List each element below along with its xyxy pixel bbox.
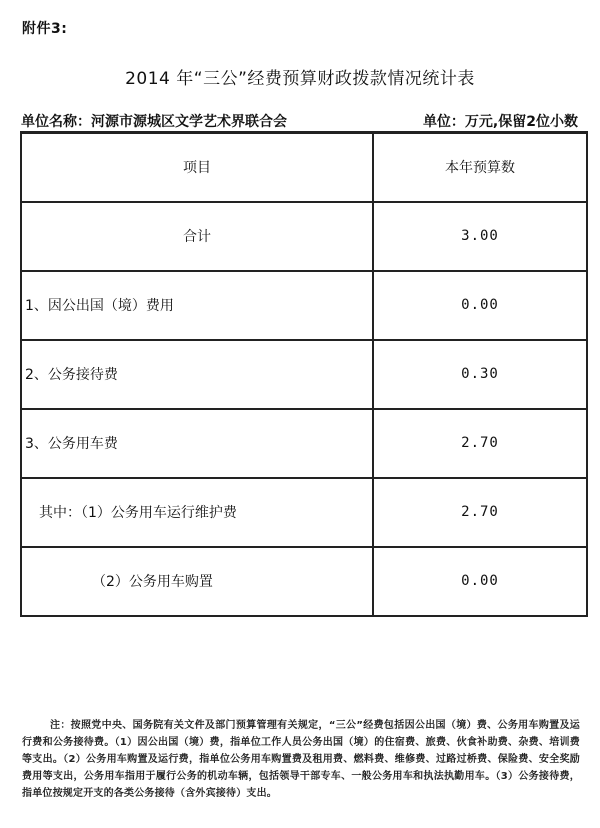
document-title: 2014 年“三公”经费预算财政拨款情况统计表 bbox=[125, 69, 475, 89]
row-value: 3.00 bbox=[373, 202, 587, 271]
header-item: 项目 bbox=[21, 133, 373, 202]
row-value: 0.00 bbox=[373, 547, 587, 616]
table-row bbox=[21, 202, 587, 271]
row-item: 1、因公出国（境）费用 bbox=[21, 271, 373, 340]
table-row bbox=[21, 478, 587, 547]
row-item: 2、公务接待费 bbox=[21, 340, 373, 409]
table-row bbox=[21, 547, 587, 616]
footnote: 注：按照党中央、国务院有关文件及部门预算管理有关规定，“三公”经费包括因公出国（境）费、公务用车购置及运行费和公务接待费。（1）因公出国（境）费，指单位工作人员公务出国（境）的住宿费、旅费、伙食补助费、杂费、培训费等支出。（2）公务用车购置及运行费，指单位公务用车购置费及租用费、燃料费、维修费、过路过桥费、保险费、安全奖励费用等支出，公务用车指用于履行公务的机动车辆，包括领导干部专车、一般公务用车和执法执勤用车。（3）公务接待费，指单位按规定开支的各类公务接待（含外宾接待）支出。 bbox=[22, 720, 580, 799]
budget-table bbox=[20, 131, 588, 617]
row-item: （2）公务用车购置 bbox=[21, 547, 373, 616]
row-item: 合计 bbox=[21, 202, 373, 271]
table-header-row bbox=[21, 133, 587, 202]
attachment-label: 附件3: bbox=[22, 21, 68, 37]
unit-name: 单位名称：河源市源城区文学艺术界联合会 bbox=[21, 114, 287, 130]
row-value: 0.30 bbox=[373, 340, 587, 409]
table-row bbox=[21, 409, 587, 478]
table-row bbox=[21, 271, 587, 340]
row-value: 0.00 bbox=[373, 271, 587, 340]
unit-label: 单位：万元,保留2位小数 bbox=[422, 114, 578, 130]
row-value: 2.70 bbox=[373, 478, 587, 547]
row-item: 其中：（1）公务用车运行维护费 bbox=[21, 478, 373, 547]
row-value: 2.70 bbox=[373, 409, 587, 478]
table-row bbox=[21, 340, 587, 409]
row-item: 3、公务用车费 bbox=[21, 409, 373, 478]
header-budget: 本年预算数 bbox=[373, 133, 587, 202]
